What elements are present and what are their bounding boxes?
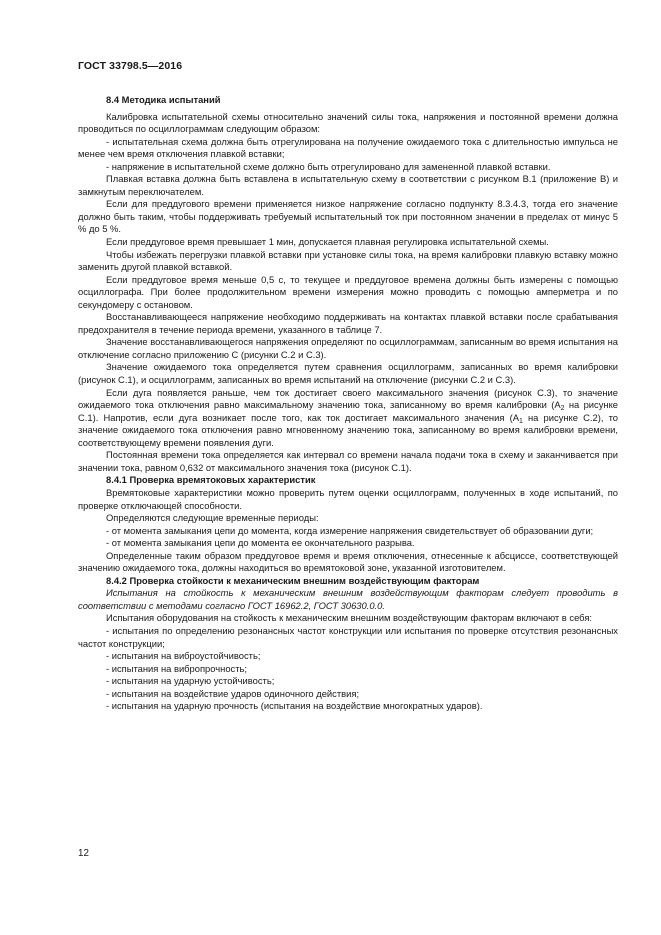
subscript: 2: [560, 405, 565, 413]
list-item: - от момента замыкания цепи до момента ее окончательного разрыва.: [106, 537, 415, 549]
paragraph: Постоянная времени тока определяется как интервал со времени начала подачи тока в схему и заканчивается при значении тока, равном 0,632 от максимального значения тока (рисунок С.1).: [78, 449, 618, 473]
list-item: - испытательная схема должна быть отрегулирована на получение ожидаемого тока с длительностью импульса не менее чем время отключения плавкой вставки;: [78, 135, 618, 160]
paragraph: Испытания оборудования на стойкость к механическим внешним воздействующим факторам включают в себя:: [106, 612, 593, 624]
page-number: 12: [78, 848, 89, 859]
list-item: - испытания на ударную прочность (испытания на воздействие многократных ударов).: [106, 700, 483, 712]
document-body: [78, 94, 618, 713]
paragraph: Определенные таким образом преддуговое время и время отключения, отнесенные к абсциссе, соответствующей значению ожидаемого тока, должны находиться во времятоковой зоне, указанной изготовителем.: [78, 549, 618, 574]
list-item: - испытания на виброустойчивость;: [106, 650, 261, 662]
subscript: 1: [518, 417, 523, 425]
text-run: на рисунке С.1). Напротив, если дуга возникает после того, как ток достигает максимального значения (A: [78, 399, 618, 423]
paragraph: Времятоковые характеристики можно проверить путем оценки осциллограмм, полученных в ходе испытаний, по проверке отключающей способности.: [78, 486, 618, 511]
text-run: на рисунке С.2), то значение ожидаемого тока отключения равно мгновенному значению тока, записанному во время калибровки времени, соответствующему времени появления дуги.: [78, 411, 618, 448]
section-title: 8.4 Методика испытаний: [106, 94, 221, 105]
list-item: - испытания на вибропрочность;: [106, 662, 248, 674]
paragraph: Если преддуговое время превышает 1 мин, допускается плавная регулировка испытательной схемы.: [106, 236, 549, 248]
paragraph: Определяются следующие временные периоды:: [106, 512, 319, 524]
paragraph: Чтобы избежать перегрузки плавкой вставки при установке силы тока, на время калибровки плавкую вставку можно заменить другой плавкой вставкой.: [78, 248, 618, 273]
text-run: Если дуга появляется раньше, чем ток достигает своего максимального значения (рисунок С.3), то значение ожидаемого тока отключения равно максимальному значению тока, записанному во время калибровки (A: [78, 386, 618, 411]
subsection-title: 8.4.1 Проверка времятоковых характеристик: [106, 474, 316, 486]
list-item: - испытания по определению резонансных частот конструкции или испытания по проверке отсутствия резонансных частот конструкции;: [78, 624, 618, 649]
list-item: - испытания на ударную устойчивость;: [106, 675, 275, 687]
paragraph: Если для преддугового времени применяется низкое напряжение согласно подпункту 8.3.4.3, тогда его значение должно быть таким, чтобы поддерживать требуемый испытательный ток при постоянном значении в пределах от минус 5 % до 5 %.: [78, 198, 618, 235]
italic-paragraph: Испытания на стойкость к механическим внешним воздействующим факторам следует проводить в соответствии с методами согласно ГОСТ 16962.2, ГОСТ 30630.0.0.: [78, 587, 618, 611]
list-item: - испытания на воздействие ударов одиночного действия;: [106, 687, 360, 699]
paragraph: Восстанавливающееся напряжение необходимо поддерживать на контактах плавкой вставки после срабатывания предохранителя в течение периода времени, указанного в таблице 7.: [78, 311, 618, 335]
standard-header: ГОСТ 33798.5—2016: [78, 60, 183, 72]
paragraph: Значение восстанавливающегося напряжения определяют по осциллограммам, записанным во время испытания на отключение согласно приложению С (рисунки С.2 и С.3).: [78, 336, 618, 360]
paragraph: Калибровка испытательной схемы относительно значений силы тока, напряжения и постоянной времени должна проводиться по осциллограммам следующим образом:: [78, 110, 618, 135]
list-item: - напряжение в испытательной схеме должно быть отрегулировано для замененной плавкой вставки.: [106, 160, 551, 172]
paragraph-arc: [78, 387, 618, 450]
list-item: - от момента замыкания цепи до момента, когда измерение напряжения свидетельствует об образовании дуги;: [106, 524, 594, 536]
subsection-title: 8.4.2 Проверка стойкости к механическим внешним воздействующим факторам: [106, 574, 480, 586]
paragraph: Значение ожидаемого тока определяется путем сравнения осциллограмм, записанных во время калибровки (рисунок С.1), и осциллограмм, записанных во время испытаний на отключение (рисунки С.2 и С.3).: [78, 361, 618, 386]
paragraph: Если преддуговое время меньше 0,5 с, то текущее и преддуговое времена должны быть измерены с помощью осциллографа. При более продолжительном времени измерения можно проводить с помощью амперметра и по секундомеру с остановом.: [78, 273, 618, 310]
paragraph: Плавкая вставка должна быть вставлена в испытательную схему в соответствии с рисунком В.1 (приложение В) и замкнутым переключателем.: [78, 173, 618, 197]
